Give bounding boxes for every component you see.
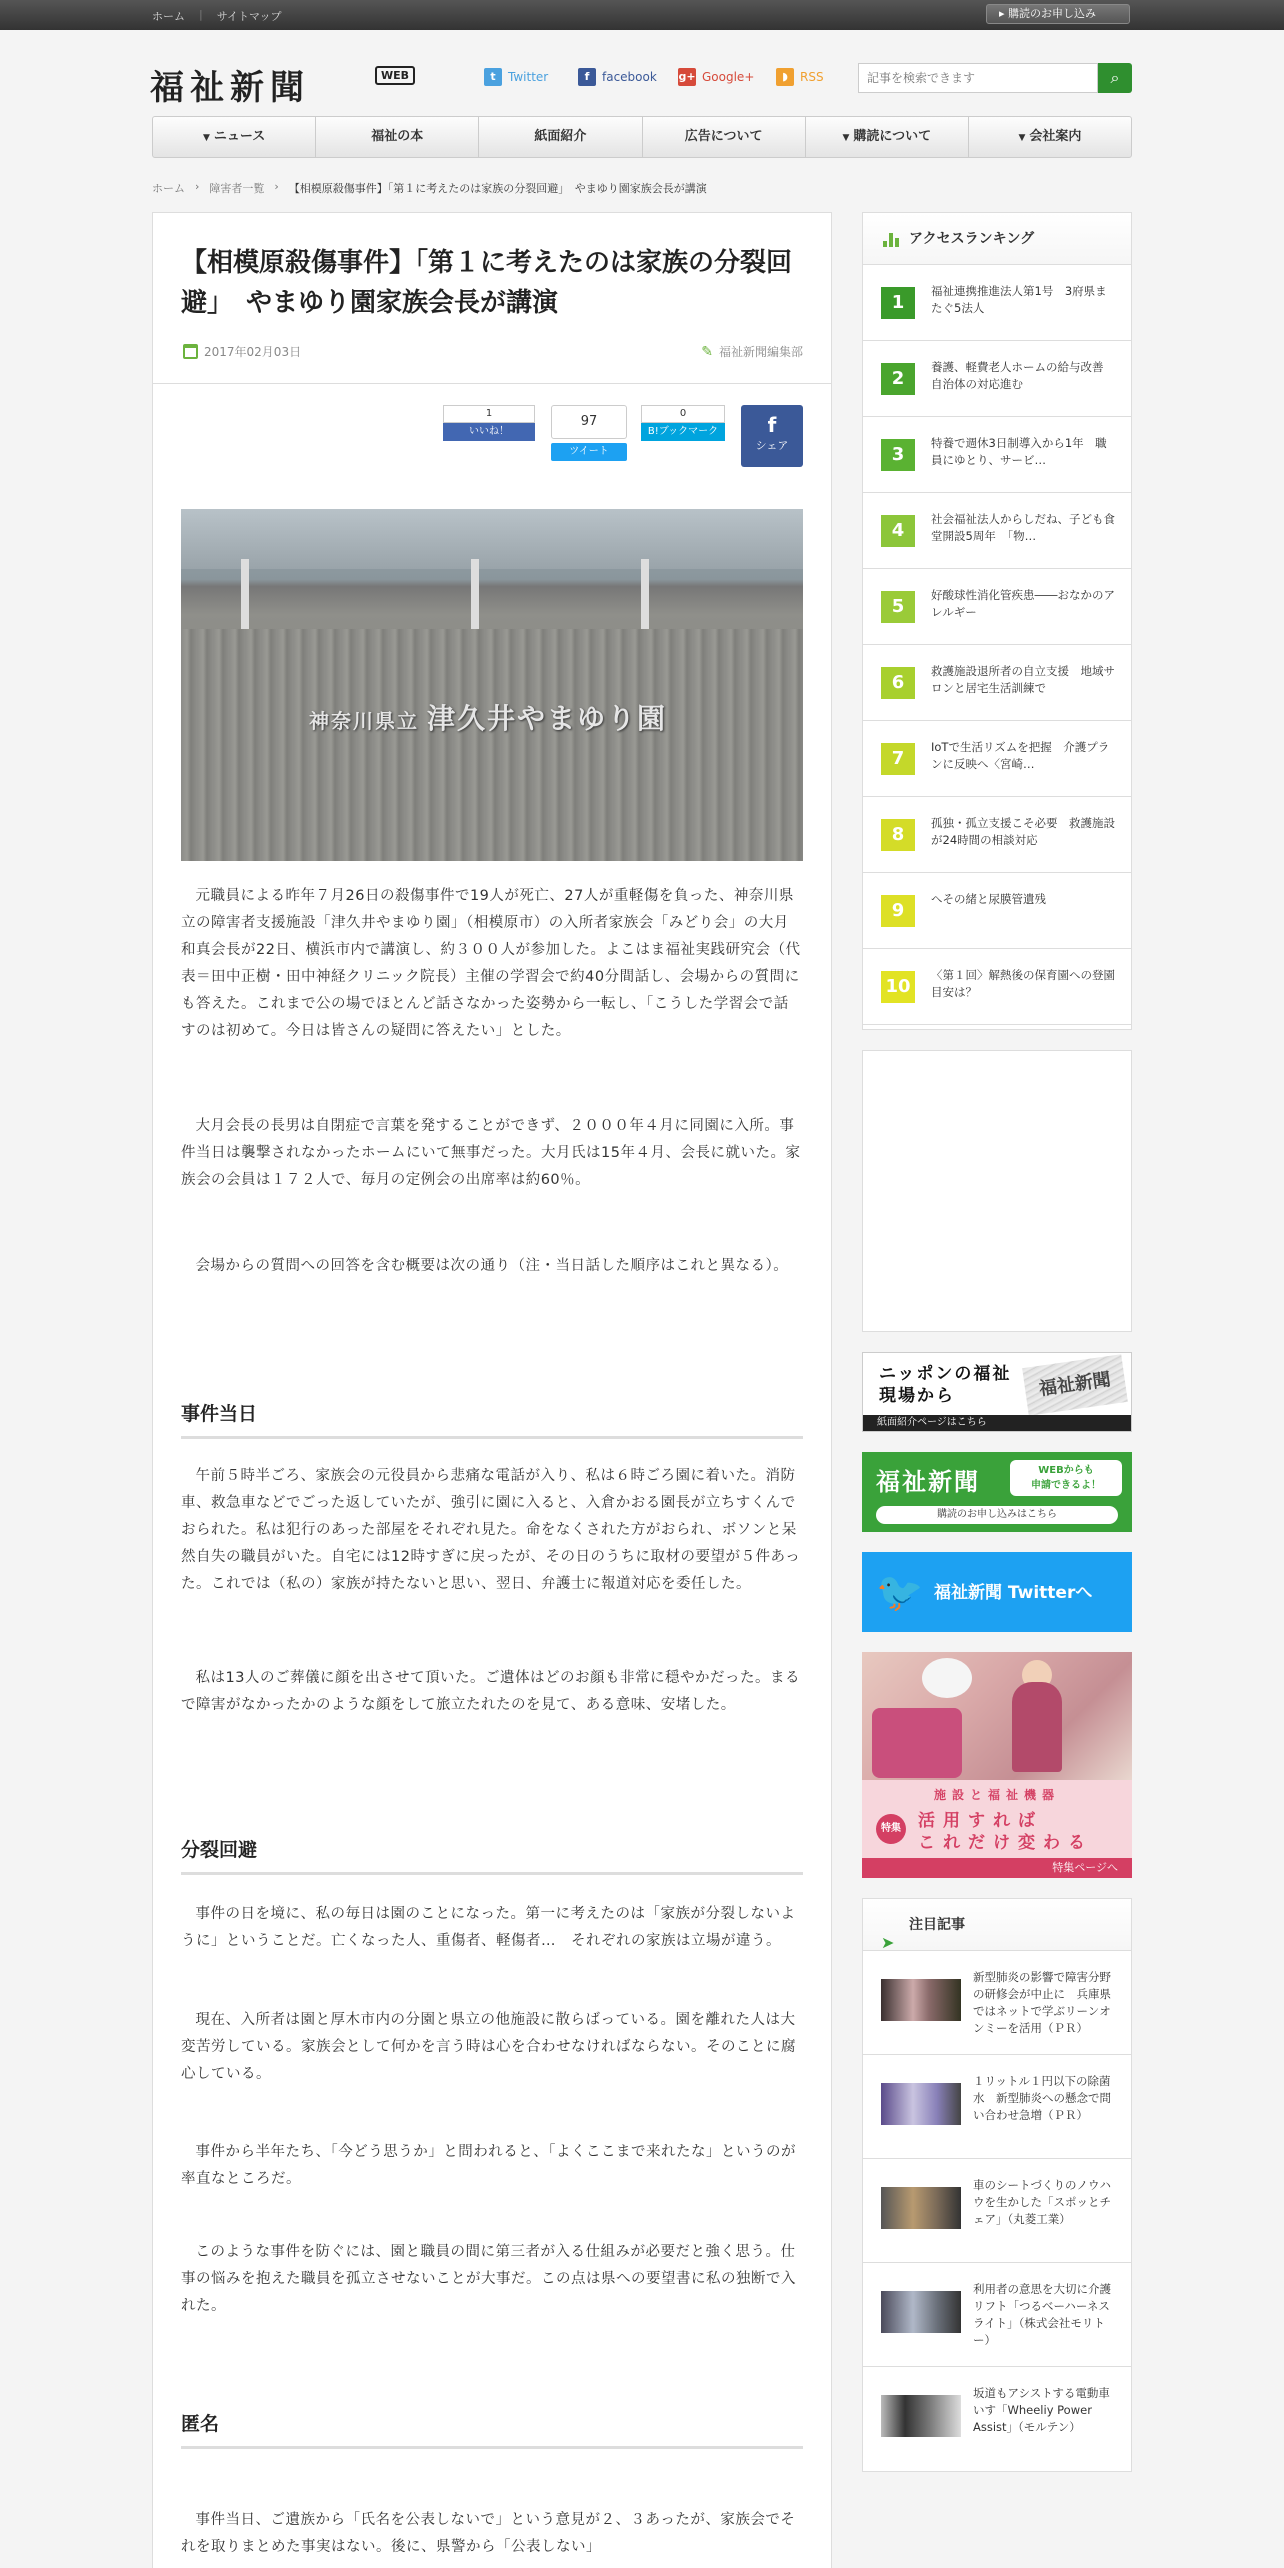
caret-down-icon: ▼: [842, 133, 850, 143]
twitter-bird-icon: 🐦: [876, 1570, 924, 1614]
ranking-number: 4: [881, 515, 915, 547]
banner-title: ニッポンの福祉 現場から: [879, 1364, 1012, 1406]
divider: |: [199, 8, 203, 21]
ranking-item[interactable]: [863, 721, 1131, 797]
photo-pillar: [241, 559, 249, 639]
photo-wall: [181, 629, 803, 861]
photo-pillar: [471, 559, 479, 639]
facebook-share-button[interactable]: [741, 405, 803, 467]
banner-link-text: 購読のお申し込みはこちら: [876, 1506, 1118, 1524]
googleplus-icon: g+: [678, 68, 696, 86]
banner-title: 福祉新聞: [876, 1468, 980, 1496]
photo-sign: [309, 697, 667, 737]
banner-feature[interactable]: [862, 1652, 1132, 1878]
paragraph: 事件当日、ご遺族から「氏名を公表しないで」という意見が２、３あったが、家族会でそれを取りまとめた事実はない。後に、県警から「公表しない」: [181, 2512, 796, 2555]
paragraph: 大月会長の長男は自閉症で言葉を発することができず、２０００年４月に同園に入所。事件当日は襲撃されなかったホームにいて無事だった。大月氏は15年４月、会長に就いた。家族会の会員は１７２人で、毎月の定例会の出席率は約60％。: [181, 1118, 801, 1188]
ranking-number: 1: [881, 287, 915, 319]
top-link-sitemap[interactable]: サイトマップ: [216, 10, 282, 23]
paragraph: 元職員による昨年７月26日の殺傷事件で19人が死亡、27人が重軽傷を負った、神奈川県立の障害者支援施設「津久井やまゆり園」（相模原市）の入所者家族会「みどり会」の大月和真会長が22日、横浜市内で講演し、約３００人が参加した。よこはま福祉実践研究会（代表＝田中正樹・田中神経クリニック院長）主催の学習会で約40分間話し、会場からの質問にも答えた。これまで公の場でほとんど話さなかった姿勢から一転し、「こうした学習会で話すのは初めて。今日は皆さんの疑問に答えたい」とした。: [181, 888, 801, 1039]
featured-item[interactable]: [863, 2367, 1131, 2471]
ranking-number: 10: [881, 971, 915, 1003]
featured-text: 車のシートづくりのノウハウを生かした「スポッとチェア」（丸菱工業）: [973, 2178, 1111, 2226]
search-icon: ⌕: [1110, 68, 1120, 87]
tweet-button[interactable]: [551, 405, 627, 461]
breadcrumb: [152, 180, 707, 196]
hatena-label: B!ブックマーク: [641, 423, 725, 441]
paragraph: このような事件を防ぐには、園と職員の間に第三者が入る仕組みが必要だと強く思う。仕事の悩みを抱えた職員を孤立させないことが大事だ。この点は県への要望書に私の独断で入れた。: [181, 2244, 796, 2314]
ranking-item[interactable]: [863, 341, 1131, 417]
subscribe-button[interactable]: ▸ 購読のお申し込み: [986, 4, 1130, 24]
feature-photo: [862, 1652, 1132, 1780]
ranking-title: アクセスランキング: [909, 231, 1035, 247]
pin-icon: ➤: [881, 1933, 895, 1952]
googleplus-label: Google+: [702, 70, 755, 84]
top-link-home[interactable]: ホーム: [152, 10, 185, 23]
twitter-link[interactable]: [484, 68, 548, 86]
top-links: [152, 8, 282, 24]
nav-label: 購読について: [853, 129, 932, 144]
share-label: シェア: [755, 439, 789, 452]
ranking-text: 救護施設退所者の自立支援 地域サロンと居宅生活訓練で: [931, 664, 1115, 695]
banner-subscribe[interactable]: [862, 1452, 1132, 1532]
paragraph: 現在、入所者は園と厚木市内の分園と県立の他施設に散らばっている。園を離れた人は大変苦労している。家族会として何かを言う時は心を合わせなければならない。そのことに腐心している。: [181, 2012, 796, 2082]
featured-thumbnail: [881, 1979, 961, 2021]
breadcrumb-current: 【相模原殺傷事件】「第１に考えたのは家族の分裂回避」 やまゆり園家族会長が講演: [288, 182, 707, 195]
facebook-icon: f: [578, 68, 596, 86]
featured-text: 利用者の意思を大切に介護リフト「つるべーハーネスライト」（株式会社モリトー）: [973, 2282, 1111, 2347]
ranking-item[interactable]: [863, 949, 1131, 1025]
ranking-item[interactable]: [863, 417, 1131, 493]
article-author: [701, 343, 803, 360]
tweet-count: 97: [551, 405, 627, 439]
paragraph: 午前５時半ごろ、家族会の元役員から悲痛な電話が入り、私は６時ごろ園に着いた。消防車、救急車などでごった返していたが、強引に園に入ると、入倉かおる園長が立ちすくんでおられた。私は犯行のあった部屋をそれぞれ見た。命をなくされた方がおられ、ボソンと呆然自失の職員がいた。自宅には12時すぎに戻ったが、その日のうちに取材の要望が５件あった。これでは（私の）家族が持たないと思い、翌日、弁護士に報道対応を委任した。: [181, 1468, 801, 1592]
ranking-item[interactable]: [863, 873, 1131, 949]
ranking-item[interactable]: [863, 797, 1131, 873]
chevron-right-icon: ›: [274, 180, 279, 193]
nav-item-paper[interactable]: [479, 117, 642, 157]
caret-down-icon: ▼: [202, 133, 210, 143]
article-photo: [181, 509, 803, 861]
article: [152, 212, 832, 2568]
calendar-icon: [183, 344, 198, 359]
access-ranking: [862, 212, 1132, 1030]
featured-thumbnail: [881, 2395, 961, 2437]
facebook-link[interactable]: [578, 68, 657, 86]
feature-subtitle: 施設と福祉機器: [933, 1788, 1060, 1802]
ranking-text: 特養で週休3日制導入から1年 職員にゆとり、サービ…: [931, 436, 1107, 467]
banner-link-text: 特集ページへ: [862, 1858, 1132, 1878]
facebook-label: facebook: [602, 70, 657, 84]
ranking-item[interactable]: [863, 645, 1131, 721]
featured-text: １リットル１円以下の除菌水 新型肺炎への懸念で問い合わせ急増（ＰＲ）: [973, 2074, 1111, 2122]
hatena-bookmark-button[interactable]: [641, 405, 725, 441]
article-title: 【相模原殺傷事件】「第１に考えたのは家族の分裂回避」 やまゆり園家族会長が講演: [181, 248, 793, 318]
section-heading: 事件当日: [181, 1399, 803, 1439]
nav-label: 福祉の本: [371, 129, 424, 144]
nav-label: 会社案内: [1029, 129, 1082, 144]
paragraph: 私は13人のご葬儀に顔を出させて頂いた。ご遺体はどのお顔も非常に穏やかだった。まるで障害がなかったかのような顔をして旅立たれたのを見て、ある意味、安堵した。: [181, 1670, 800, 1713]
photo-pillar: [641, 559, 649, 639]
rss-icon: ◗: [776, 68, 794, 86]
paragraph: 事件の日を境に、私の毎日は園のことになった。第一に考えたのは「家族が分裂しないように」ということだ。亡くなった人、重傷者、軽傷者… それぞれの家族は立場が違う。: [181, 1906, 796, 1949]
ranking-text: 〈第１回〉解熱後の保育園への登園目安は？: [931, 968, 1115, 999]
featured-thumbnail: [881, 2083, 961, 2125]
facebook-icon: f: [767, 413, 777, 437]
caret-down-icon: ▼: [1018, 133, 1026, 143]
logo-web-badge: WEB: [375, 66, 415, 85]
paragraph: 事件から半年たち、「今どう思うか」と問われると、「よくここまで来れたな」というのが率直なところだ。: [181, 2144, 796, 2187]
feature-title: 活用すれば これだけ変わる: [918, 1811, 1093, 1853]
nav-label: 紙面紹介: [534, 129, 587, 144]
breadcrumb-home[interactable]: ホーム: [152, 182, 185, 195]
like-label: いいね！: [443, 423, 535, 441]
banner-link-text: 紙面紹介ページはこちら: [863, 1415, 1131, 1431]
pen-icon: ✎: [701, 343, 713, 360]
ranking-number: 2: [881, 363, 915, 395]
ranking-text: 福祉連携推進法人第1号 3府県またぐ5法人: [931, 284, 1107, 315]
ranking-text: 好酸球性消化管疾患――おなかのアレルギー: [931, 588, 1115, 619]
nav-item-subscription[interactable]: [806, 117, 969, 157]
bar-chart-icon: [883, 233, 901, 247]
ranking-heading: [863, 213, 1131, 265]
nav-label: 広告について: [684, 129, 763, 144]
featured-text: 新型肺炎の影響で障害分野の研修会が中止に 兵庫県ではネットで学ぶリーンオンミーを活用（ＰＲ）: [973, 1970, 1111, 2035]
breadcrumb-category[interactable]: 障害者一覧: [209, 182, 265, 195]
person-shape: [1012, 1682, 1062, 1772]
ranking-number: 5: [881, 591, 915, 623]
rss-label: RSS: [800, 70, 824, 84]
ranking-text: 養護、軽費老人ホームの給与改善 自治体の対応進む: [931, 360, 1115, 391]
section-heading: 分裂回避: [181, 1835, 803, 1875]
like-count: 1: [443, 405, 535, 423]
lamp-shape: [922, 1658, 972, 1698]
twitter-icon: t: [484, 68, 502, 86]
article-date: [183, 343, 301, 360]
newspaper-image: 福祉新聞: [1022, 1354, 1128, 1415]
hatena-count: 0: [641, 405, 725, 423]
featured-heading: [863, 1899, 1131, 1951]
twitter-label: Twitter: [508, 70, 549, 84]
ranking-item[interactable]: [863, 265, 1131, 341]
ranking-number: 8: [881, 819, 915, 851]
featured-thumbnail: [881, 2187, 961, 2229]
featured-title: 注目記事: [909, 1917, 965, 1933]
nav-item-books[interactable]: [316, 117, 479, 157]
featured-thumbnail: [881, 2291, 961, 2333]
feature-tag: 特集: [876, 1814, 906, 1844]
author-text: 福祉新聞編集部: [718, 345, 803, 359]
nav-item-news[interactable]: [153, 117, 316, 157]
featured-text: 坂道もアシストする電動車いす「Wheeliy Power Assist」（モルテン）: [973, 2386, 1110, 2434]
ranking-number: 3: [881, 439, 915, 471]
ranking-number: 6: [881, 667, 915, 699]
divider: [153, 383, 831, 384]
ranking-text: 社会福祉法人からしだね、子ども食堂開設5周年 「物…: [931, 512, 1115, 543]
header: [0, 30, 1284, 118]
ranking-text: IoTで生活リズムを把握 介護プランに反映へ〈宮崎…: [931, 740, 1110, 771]
photo-roof: [181, 509, 803, 569]
banner-twitter[interactable]: [862, 1552, 1132, 1632]
search-button[interactable]: [1098, 63, 1132, 93]
banner-title: 福祉新聞 Twitterへ: [934, 1583, 1093, 1603]
ranking-item[interactable]: [863, 569, 1131, 645]
banner-bubble: WEBからも 申請できるよ！: [1010, 1460, 1122, 1496]
ranking-text: へその緒と尿膜管遺残: [931, 892, 1046, 906]
main-nav: [152, 116, 1132, 158]
ranking-item[interactable]: [863, 493, 1131, 569]
site-logo[interactable]: 福祉新聞: [150, 68, 310, 108]
googleplus-link[interactable]: [678, 68, 754, 86]
top-bar: [0, 0, 1284, 30]
nav-label: ニュース: [213, 129, 266, 144]
tweet-label: ツイート: [551, 443, 627, 461]
featured-list: [863, 1951, 1131, 2471]
ranking-list: [863, 265, 1131, 1025]
chair-shape: [872, 1708, 962, 1778]
featured-item[interactable]: [863, 1951, 1131, 2055]
featured-item[interactable]: [863, 2263, 1131, 2367]
ad-space: [862, 1050, 1132, 1332]
paragraph: 会場からの質問への回答を含む概要は次の通り（注・当日話した順序はこれと異なる）。: [195, 1258, 789, 1274]
photo-sign-small: 神奈川県立: [309, 709, 419, 733]
facebook-like-button[interactable]: [443, 405, 535, 441]
featured-item[interactable]: [863, 2159, 1131, 2263]
section-heading: 匿名: [181, 2409, 803, 2449]
chevron-right-icon: ›: [195, 180, 200, 193]
rss-link[interactable]: [776, 68, 824, 86]
banner-nippon-fukushi[interactable]: [862, 1352, 1132, 1432]
nav-item-company[interactable]: [969, 117, 1131, 157]
ranking-number: 9: [881, 895, 915, 927]
search-input[interactable]: [858, 63, 1098, 93]
featured-item[interactable]: [863, 2055, 1131, 2159]
nav-item-ads[interactable]: [643, 117, 806, 157]
date-text: 2017年02月03日: [204, 345, 302, 359]
ranking-text: 孤独・孤立支援こそ必要 救護施設が24時間の相談対応: [931, 816, 1115, 847]
featured-articles: [862, 1898, 1132, 2472]
ranking-number: 7: [881, 743, 915, 775]
photo-sign-text: 津久井やまゆり園: [427, 702, 668, 735]
